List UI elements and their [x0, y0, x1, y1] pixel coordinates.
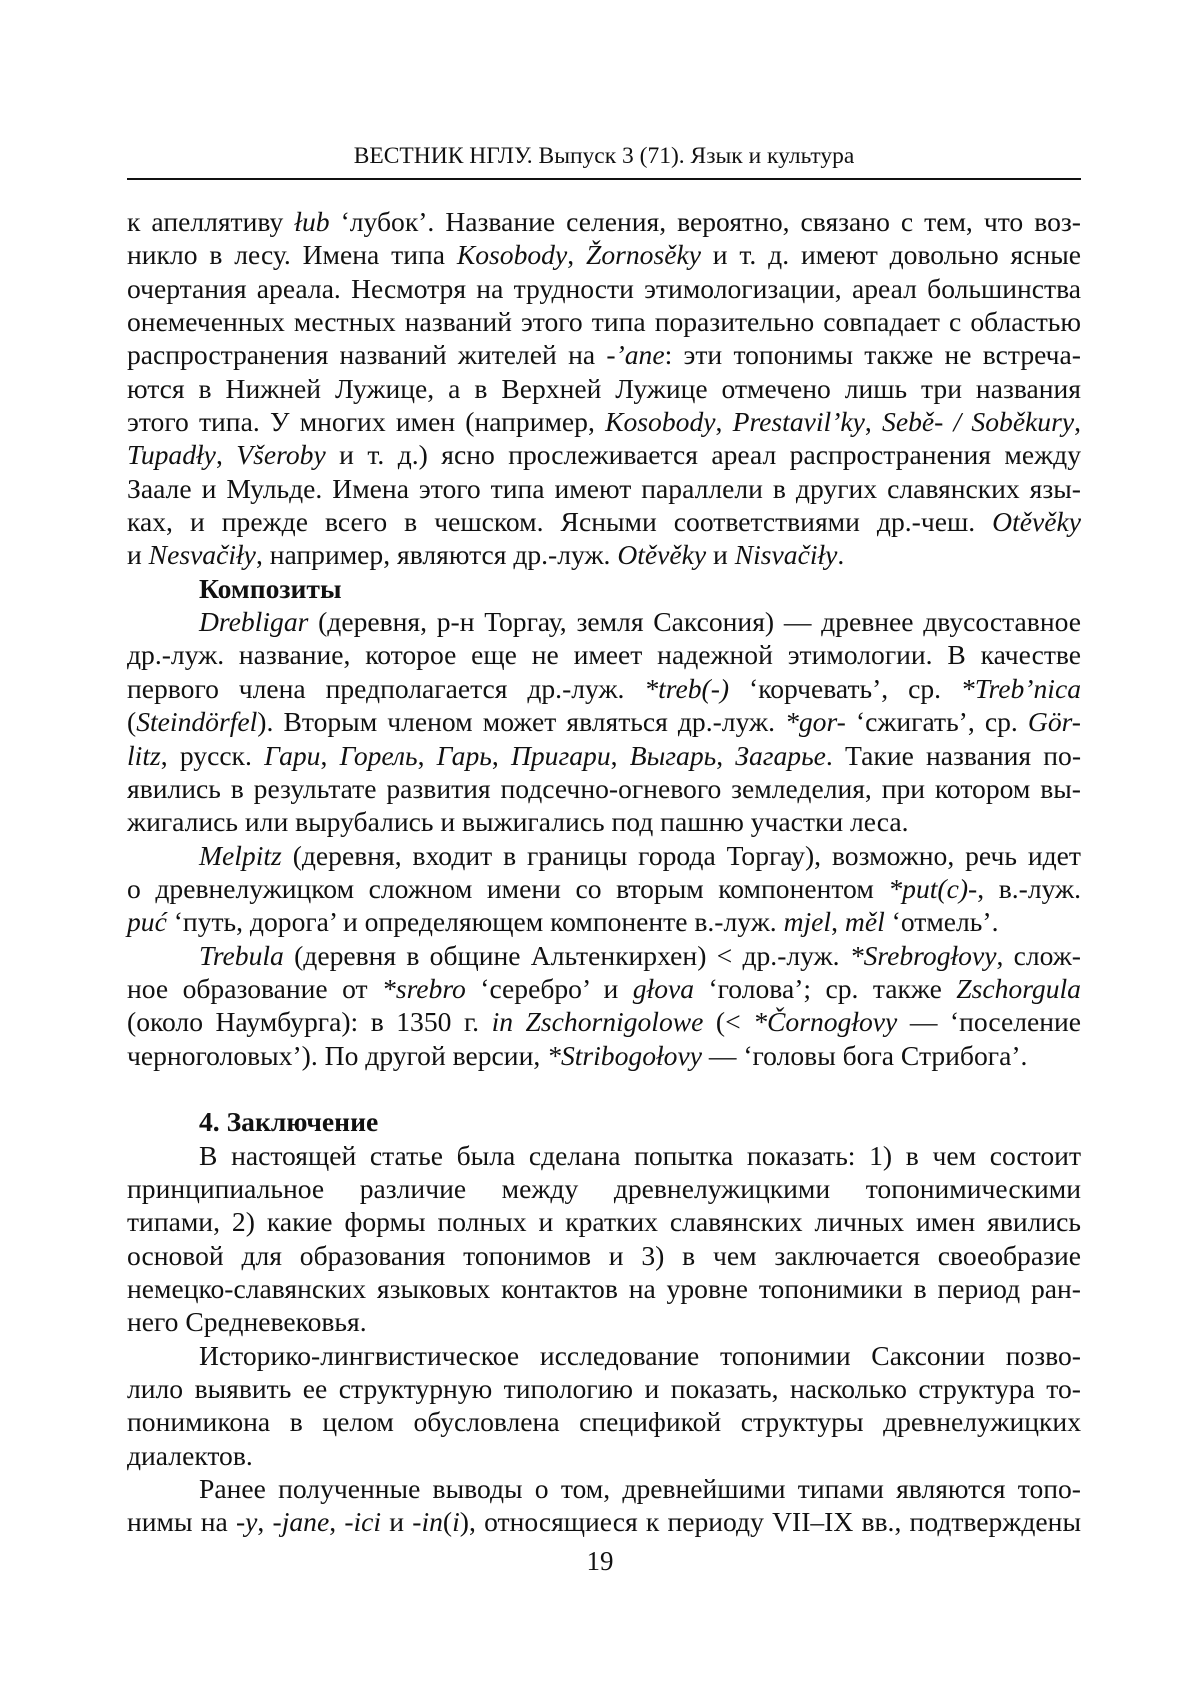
text-line: ются в Нижней Лужице, а в Верхней Лужице отмечено лишь три названия: [127, 372, 1081, 404]
paragraph-melpitz: [127, 839, 1081, 939]
paragraph-drebligar: [127, 605, 1081, 838]
text-line: очертания ареала. Несмотря на трудности этимологизации, ареал большинства: [127, 272, 1081, 304]
text-line: Trebula (деревня в общине Альтенкирхен) < др.-луж. *Srebrogłovy, слож-: [199, 939, 1081, 971]
text-line: нимы на -y, -jane, -ici и -in(i), относящиеся к периоду VII–IX вв., подтверждены: [127, 1506, 1081, 1538]
text-line: первого члена предполагается др.-луж. *treb(-) ‘корчевать’, ср. *Treb’nica: [127, 672, 1081, 704]
section-spacer: [127, 1072, 1081, 1105]
text-line: распространения названий жителей на -’ane: эти топонимы также не встреча-: [127, 339, 1081, 371]
section-heading-conclusion: 4. Заключение: [199, 1106, 379, 1138]
text-line: Ранее полученные выводы о том, древнейшими типами являются топо-: [199, 1473, 1081, 1505]
text-line: никло в лесу. Имена типа Kosobody, Žornosěky и т. д. имеют довольно ясные: [127, 239, 1081, 271]
text-line: В настоящей статье была сделана попытка показать: 1) в чем состоит: [199, 1139, 1081, 1171]
text-line: ках, и прежде всего в чешском. Ясными соответствиями др.-чеш. Otěvěky: [127, 506, 1081, 538]
text-line: Melpitz (деревня, входит в границы города Торгау), возможно, речь идет: [199, 839, 1081, 871]
paragraph-conclusion-3: [127, 1472, 1081, 1539]
text-line: него Средневековья.: [127, 1306, 367, 1338]
paragraph-toponym-types: [127, 205, 1081, 572]
page-body: [127, 205, 1081, 1539]
running-head: ВЕСТНИК НГЛУ. Выпуск 3 (71). Язык и культура: [353, 143, 855, 169]
text-line: принципиальное различие между древнелужицкими топонимическими: [127, 1172, 1081, 1204]
text-line: о древнелужицком сложном имени со вторым компонентом *put(c)-, в.-луж.: [127, 872, 1081, 904]
text-line: немецко-славянских языковых контактов на уровне топонимики в период ран-: [127, 1273, 1081, 1304]
header-divider: [127, 178, 1081, 180]
section-heading-composites: Композиты: [199, 572, 342, 604]
text-line: (Steindörfel). Вторым членом может являться др.-луж. *gor- ‘сжигать’, ср. Gör-: [127, 706, 1081, 738]
text-line: (около Наумбурга): в 1350 г. in Zschornigolowe (< *Čornogłovy — ‘поселение: [127, 1006, 1081, 1038]
text-line: диалектов.: [127, 1439, 253, 1471]
text-line: основой для образования топонимов и 3) в чем заключается своеобразие: [127, 1239, 1081, 1271]
text-line: лило выявить ее структурную типологию и показать, насколько структура то-: [127, 1373, 1081, 1405]
text-line: Tupadły, Všeroby и т. д.) ясно прослеживается ареал распространения между: [127, 439, 1082, 471]
page-number: 19: [586, 1546, 614, 1576]
text-line: жигались или вырубались и выжигались под пашню участки леса.: [127, 806, 909, 838]
paragraph-trebula: [127, 939, 1081, 1072]
text-line: и Nesvačiły, например, являются др.-луж. Otěvěky и Nisvačiły.: [127, 539, 845, 571]
text-line: litz, русск. Гари, Горель, Гарь, Пригари, Выгарь, Загарье. Такие названия по-: [127, 739, 1082, 771]
text-line: к апеллятиву łub ‘лубок’. Название селения, вероятно, связано с тем, что воз-: [127, 206, 1081, 237]
text-line: типами, 2) какие формы полных и кратких славянских личных имен явились: [127, 1206, 1081, 1238]
text-line: Историко-лингвистическое исследование топонимии Саксонии позво-: [199, 1339, 1081, 1371]
text-line: онемеченных местных названий этого типа поразительно совпадает с областью: [127, 306, 1081, 338]
text-line: др.-луж. название, которое еще не имеет надежной этимологии. В качестве: [127, 639, 1081, 671]
text-line: явились в результате развития подсечно-огневого земледелия, при котором вы-: [127, 772, 1081, 804]
paragraph-conclusion-1: [127, 1139, 1081, 1339]
paragraph-conclusion-2: [127, 1339, 1081, 1472]
text-line: черноголовых’). По другой версии, *Stribogołovy — ‘головы бога Стрибога’.: [127, 1039, 1028, 1071]
text-line: этого типа. У многих имен (например, Kosobody, Prestavil’ky, Sebě- / Soběkury,: [127, 406, 1081, 438]
text-line: ное образование от *srebro ‘серебро’ и głova ‘голова’; ср. также Zschorgula: [127, 972, 1081, 1004]
text-line: Drebligar (деревня, р-н Торгау, земля Саксония) — древнее двусоставное: [199, 606, 1081, 638]
text-line: Заале и Мульде. Имена этого типа имеют параллели в других славянских язы-: [127, 472, 1081, 504]
text-line: puć ‘путь, дорога’ и определяющем компоненте в.-луж. mjel, měl ‘отмель’.: [127, 906, 999, 938]
text-line: понимикона в целом обусловлена спецификой структуры древнелужицких: [127, 1406, 1081, 1438]
